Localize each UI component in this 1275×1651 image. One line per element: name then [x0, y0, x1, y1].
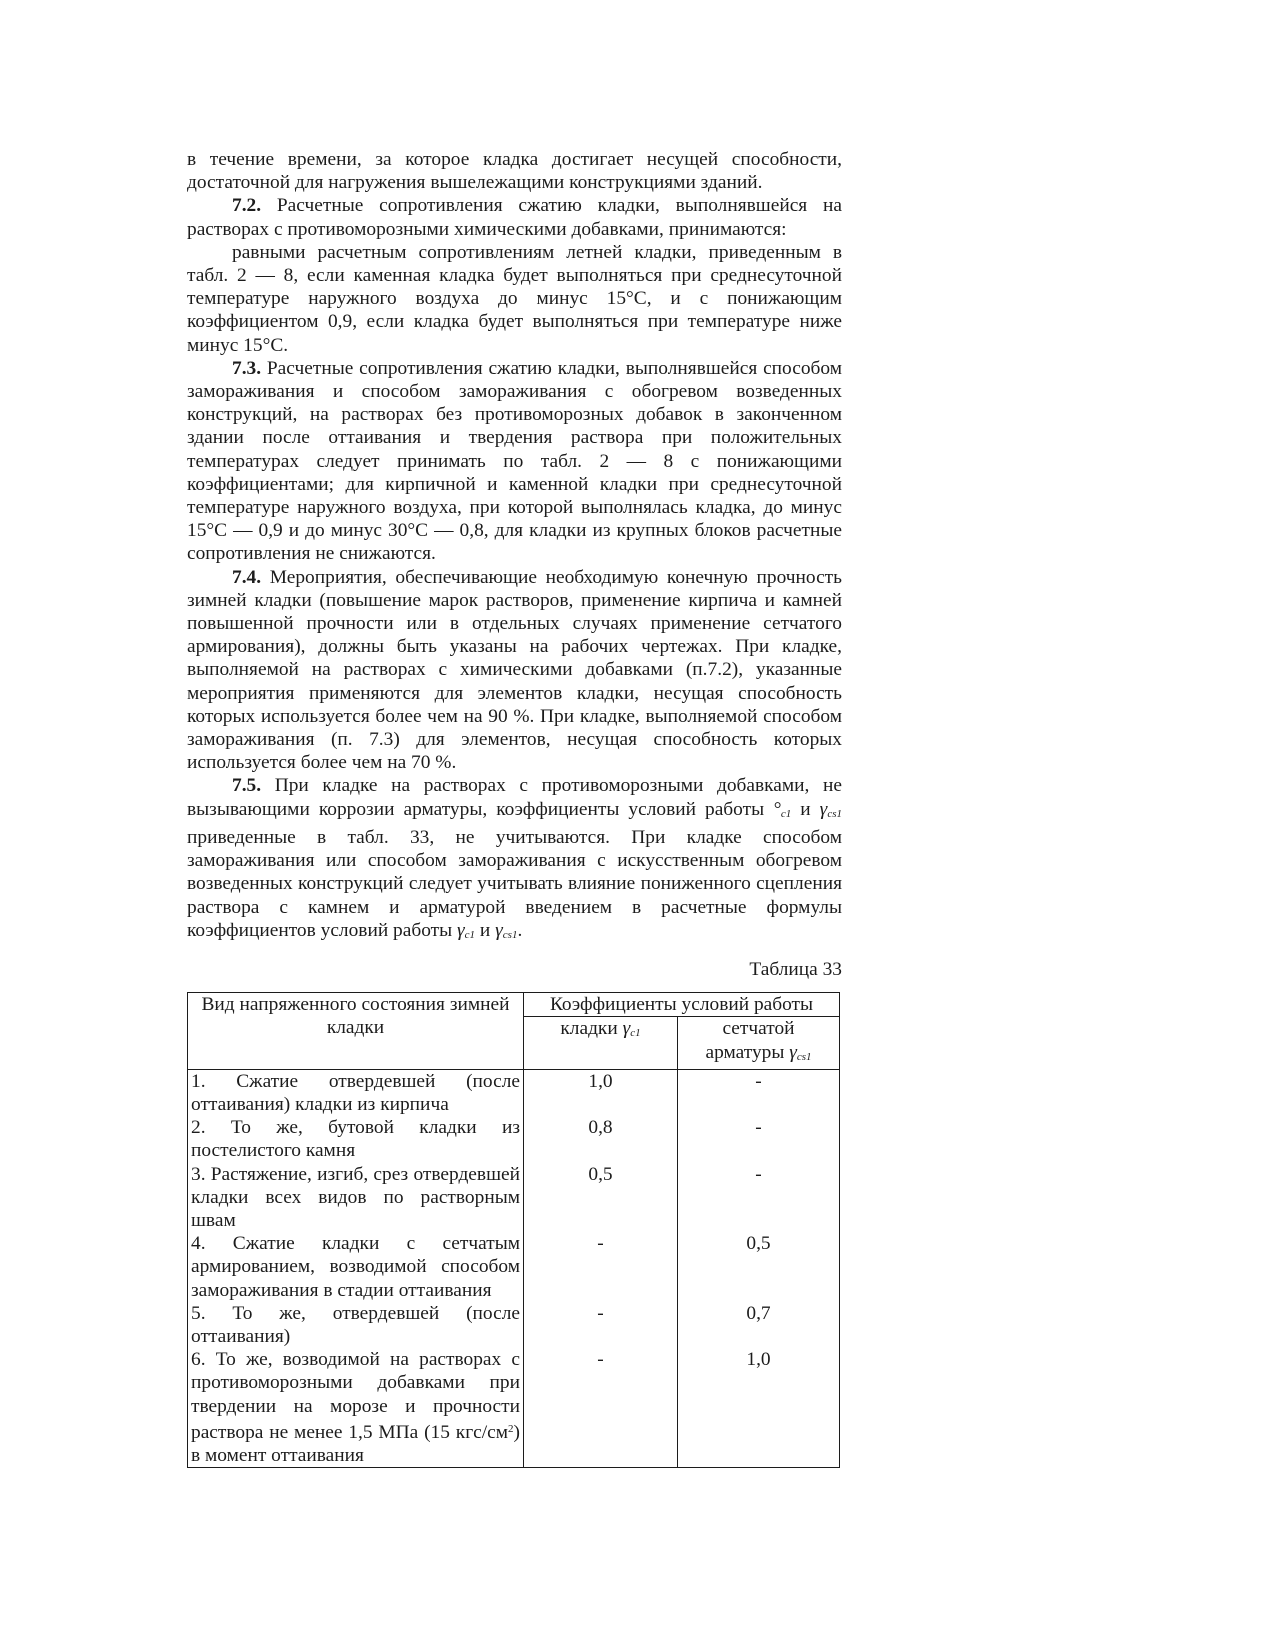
table-caption: Таблица 33	[749, 958, 842, 980]
row-mesh-value: -	[678, 1163, 840, 1233]
section-number: 7.2.	[232, 195, 262, 217]
row-description: 2. То же, бутовой кладки из постелистого камня	[188, 1116, 524, 1162]
row-masonry-value: 0,8	[524, 1116, 678, 1162]
header-masonry: кладки $\gamma_{c1}$	[524, 1017, 678, 1069]
table-row	[188, 1069, 840, 1116]
coefficient-symbol: $^\circ_{c1}$	[773, 798, 792, 820]
paragraph-continuation: в течение времени, за которое кладка достигает несущей способности, достаточной для нагружения вышележащими конструкциями зданий.	[187, 149, 842, 194]
section-number: 7.3.	[232, 357, 262, 379]
row-mesh-value: -	[678, 1069, 840, 1116]
coefficient-symbol: $\gamma_{c1}$	[457, 919, 476, 941]
coefficient-symbol: $\gamma_{cs1}$	[495, 919, 518, 941]
coefficient-symbol: $\gamma_{cs1}$	[819, 798, 842, 820]
section-number: 7.5.	[232, 775, 262, 797]
row-mesh-value: 0,7	[678, 1302, 840, 1348]
paragraph-text: Расчетные сопротивления сжатию кладки, выполнявшейся способом замораживания и способом замораживания с обогревом возведенных конструкций, на растворах без противоморозных добавок в законченном здании после оттаивания и твердения раствора при положительных температурах следует принимать по табл. 2 — 8 с понижающими коэффициентами; для кирпичной и каменной кладки при среднесуточной температуре наружного воздуха, при которой выполнялась кладка, до минус 15°С — 0,9 и до минус 30°С — 0,8, для кладки из крупных блоков расчетные сопротивления не снижаются.	[187, 357, 842, 565]
table-row	[188, 1232, 840, 1302]
header-stress-state: Вид напряженного состояния зимней кладки	[188, 993, 524, 1070]
row-description: 6. То же, возводимой на растворах с противоморозными добавками при твердении на морозе и прочности раствора не менее 1,5 МПа (15 кгс/$см^2$) в момент оттаивания	[188, 1348, 524, 1468]
row-mesh-value: -	[678, 1116, 840, 1162]
table-row	[188, 1116, 840, 1162]
row-mesh-value: 0,5	[678, 1232, 840, 1302]
coefficients-table	[187, 992, 840, 1468]
row-masonry-value: 1,0	[524, 1069, 678, 1116]
header-mesh-reinforcement: сетчатой арматуры $\gamma_{cs1}$	[678, 1017, 840, 1069]
table-row	[188, 1302, 840, 1348]
row-description: 3. Растяжение, изгиб, срез отвердевшей кладки всех видов по растворным швам	[188, 1163, 524, 1233]
row-masonry-value: 0,5	[524, 1163, 678, 1233]
row-description: 4. Сжатие кладки с сетчатым армированием, возводимой способом замораживания в стадии оттаивания	[188, 1232, 524, 1302]
paragraph-text: Расчетные сопротивления сжатию кладки, выполнявшейся на растворах с противоморозными химическими добавками, принимаются:	[187, 195, 842, 240]
row-description: 1. Сжатие отвердевшей (после оттаивания) кладки из кирпича	[188, 1069, 524, 1116]
row-masonry-value: -	[524, 1232, 678, 1302]
paragraph-text: При кладке на растворах с противоморозными добавками, не вызывающими коррозии арматуры, коэффициенты условий работы	[187, 775, 842, 820]
paragraph-text: приведенные в табл. 33, не учитываются. При кладке способом замораживания или способом замораживания с искусственным обогревом возведенных конструкций следует учитывать влияние пониженного сцепления раствора с камнем и арматурой введением в расчетные формулы коэффициентов условий работы	[187, 826, 842, 941]
paragraph-text: Мероприятия, обеспечивающие необходимую конечную прочность зимней кладки (повышение марок растворов, применение кирпича и камней повышенной прочности или в отдельных случаях применение сетчатого армирования), должны быть указаны на рабочих чертежах. При кладке, выполняемой на растворах с химическими добавками (п.7.2), указанные мероприятия применяются для элементов кладки, несущая способность которых используется более чем на 90 %. При кладке, выполняемой способом замораживания (п. 7.3) для элементов, несущая способность которых используется более чем на 70 %.	[187, 566, 842, 774]
section-number: 7.4.	[232, 566, 262, 588]
header-coefficients: Коэффициенты условий работы	[524, 993, 840, 1017]
row-mesh-value: 1,0	[678, 1348, 840, 1468]
document-page	[187, 148, 842, 1468]
paragraph-7-3	[187, 357, 842, 566]
row-masonry-value: -	[524, 1302, 678, 1348]
table-row	[188, 1348, 840, 1468]
paragraph-7-2-condition: равными расчетным сопротивлениям летней кладки, приведенным в табл. 2 — 8, если каменная кладка будет выполняться при среднесуточной температуре наружного воздуха до минус 15°С, и с понижающим коэффициентом 0,9, если кладка будет выполняться при температуре ниже минус 15°С.	[187, 241, 842, 356]
row-description: 5. То же, отвердевшей (после оттаивания)	[188, 1302, 524, 1348]
row-masonry-value: -	[524, 1348, 678, 1468]
paragraph-7-4	[187, 566, 842, 775]
table-row	[188, 1163, 840, 1233]
paragraph-7-2	[187, 194, 842, 240]
paragraph-7-5: 7.5. При кладке на растворах с противоморозными добавками, не вызывающими коррозии арматуры, коэффициенты условий работы $^\circ_{c1}$ и $\gamma_{cs1}$ приведенные в табл. 33, не учитываются. При кладке способом замораживания или способом замораживания с искусственным обогревом возведенных конструкций следует учитывать влияние пониженного сцепления раствора с камнем и арматурой введением в расчетные формулы коэффициентов условий работы $\gamma_{c1}$ и $\gamma_{cs1}$.	[187, 775, 842, 941]
